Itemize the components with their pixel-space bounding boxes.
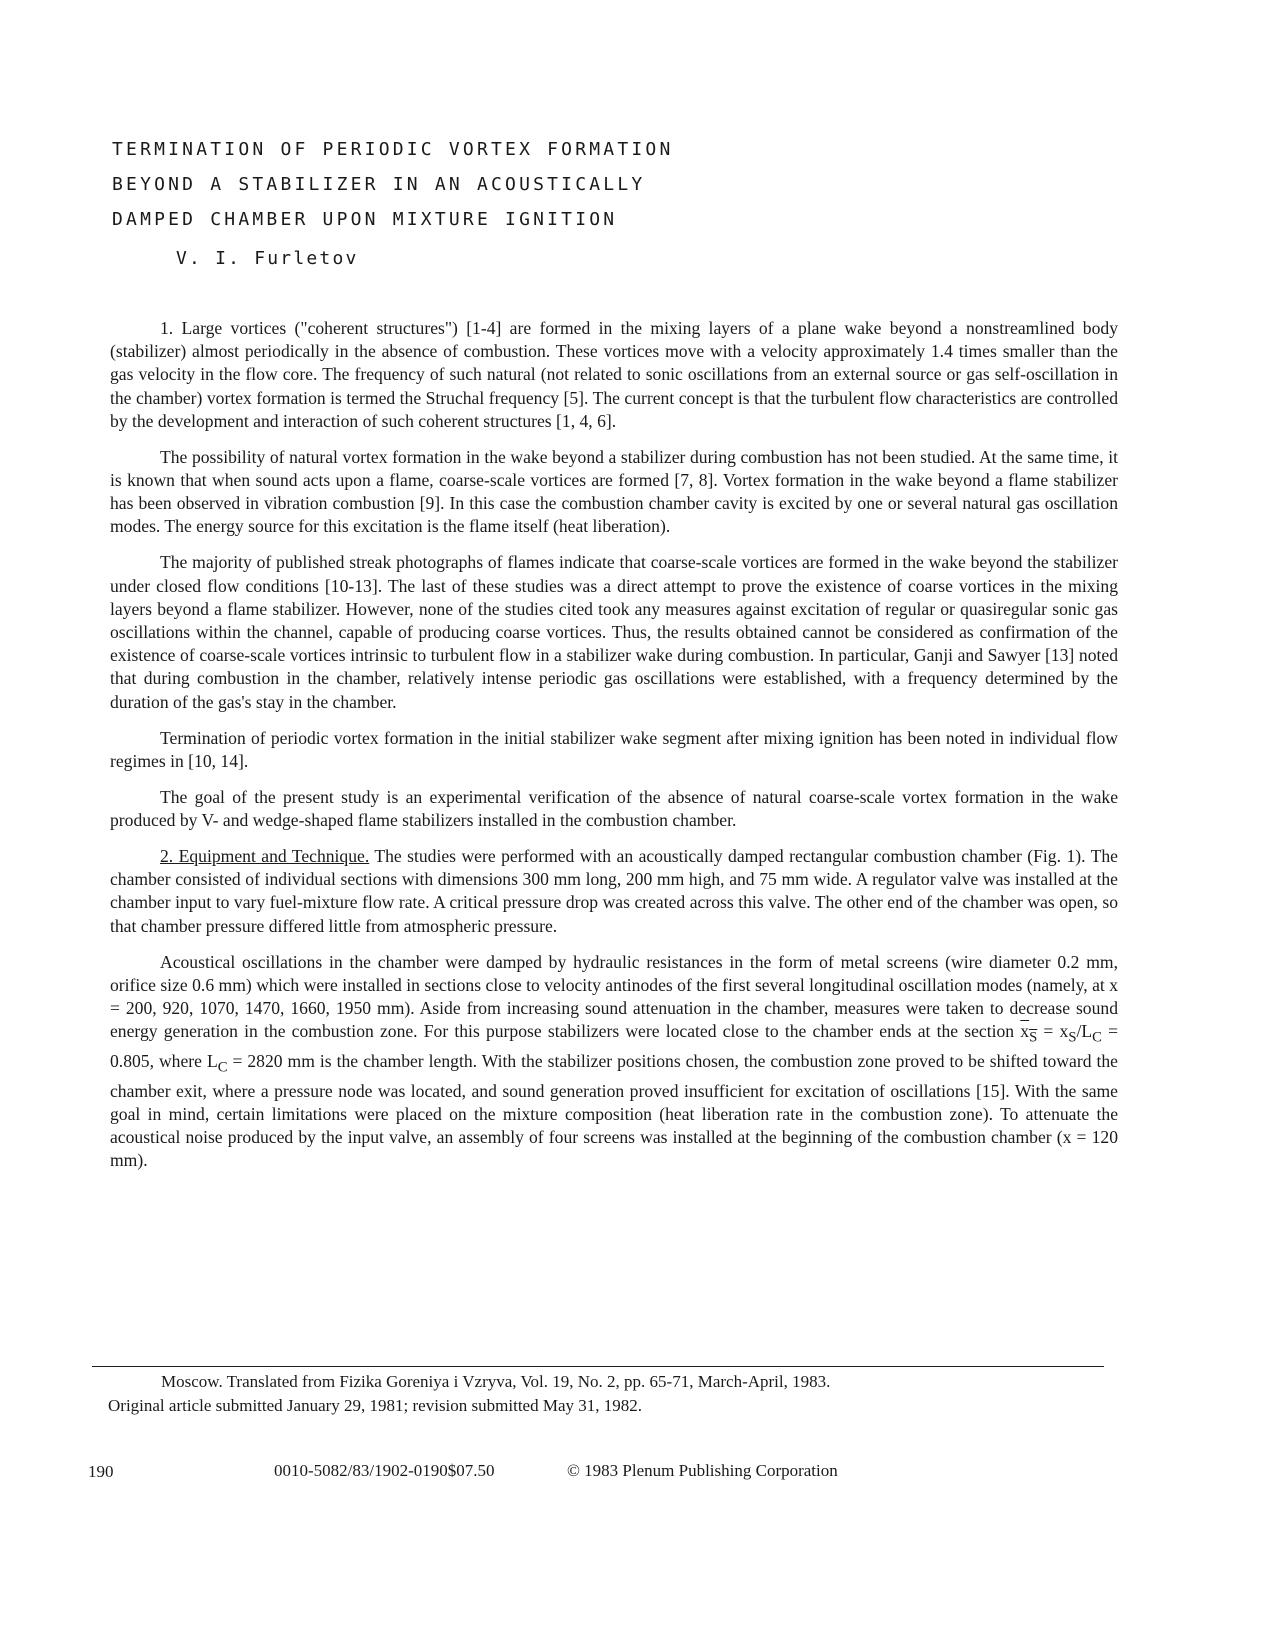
page-number: 190 [88, 1462, 114, 1481]
paragraph-2: The possibility of natural vortex formation in the wake beyond a stabilizer during combustion has not been studied. At the same time, it is known that when sound acts upon a flame, coarse-scale vortices are formed [7, 8]. Vortex formation in the wake beyond a flame stabilizer has been observed in vibration combustion [9]. In this case the combustion chamber cavity is excited by one or several natural gas oscillation modes. The energy source for this excitation is the flame itself (heat liberation). [110, 446, 1118, 537]
article-title [112, 132, 812, 237]
paragraph-7 [110, 951, 1118, 1173]
footnote [108, 1370, 1108, 1418]
section-2-text: The studies were performed with an acoustically damped rectangular combustion chamber (Fig. 1). The chamber consisted of individual sections with dimensions 300 mm long, 200 mm high, and 75 mm wide. A regulator valve was installed at the chamber input to vary fuel-mixture flow rate. A critical pressure drop was created across this valve. The other end of the chamber was open, so that chamber pressure differed little from atmospheric pressure. [110, 846, 1118, 936]
eq-part-2: = 0.805, where L [110, 1021, 1118, 1071]
lc-sub-2: C [217, 1059, 228, 1076]
lc-sub-1: C [1092, 1029, 1102, 1046]
paragraph-4: Termination of periodic vortex formation in the initial stabilizer wake segment after mixing ignition has been noted in individual flow regimes in [10, 14]. [110, 727, 1118, 771]
eq-slash-l: /L [1076, 1021, 1093, 1042]
author-name: V. I. Furletov [176, 248, 359, 269]
paragraph-5: The goal of the present study is an experimental verification of the absence of natural coarse-scale vortex formation in the wake produced by V- and wedge-shaped flame stabilizers installed in the combustion chamber. [110, 786, 1118, 831]
paragraph-7-part-2: = 2820 mm is the chamber length. With the stabilizer positions chosen, the combustion zone proved to be shifted toward the chamber exit, where a pressure node was located, and sound generation proved insufficient for excitation of oscillations [15]. With the same goal in mind, certain limitations were placed on the mixture composition (heat liberation rate in the combustion zone). To attenuate the acoustical noise produced by the input valve, an assembly of four screens was installed at the beginning of the combustion chamber (x = 120 mm). [110, 1050, 1118, 1171]
xs-bar-x: x [1020, 1021, 1030, 1042]
title-line-3: DAMPED CHAMBER UPON MIXTURE IGNITION [112, 209, 618, 230]
footnote-line-2: Original article submitted January 29, 1981; revision submitted May 31, 1982. [108, 1396, 642, 1415]
eq-part-1: = x [1037, 1021, 1069, 1042]
footnote-line-1: Moscow. Translated from Fizika Goreniya i Vzryva, Vol. 19, No. 2, pp. 65-71, March-April, 1983. [161, 1372, 831, 1391]
xs-bar-symbol [1020, 1021, 1038, 1046]
title-line-2: BEYOND A STABILIZER IN AN ACOUSTICALLY [112, 174, 646, 195]
footnote-divider [92, 1366, 1104, 1367]
paragraph-1: 1. Large vortices ("coherent structures") [1-4] are formed in the mixing layers of a plane wake beyond a nonstreamlined body (stabilizer) almost periodically in the absence of combustion. These vortices move with a velocity approximately 1.4 times smaller than the gas velocity in the flow core. The frequency of such natural (not related to sonic oscillations from an external source or gas self-oscillation in the chamber) vortex formation is termed the Struchal frequency [5]. The current concept is that the turbulent flow characteristics are controlled by the development and interaction of such coherent structures [1, 4, 6]. [110, 318, 1118, 431]
section-2-paragraph [110, 845, 1118, 938]
issn-code: 0010-5082/83/1902-0190$07.50 [274, 1461, 495, 1480]
title-line-1: TERMINATION OF PERIODIC VORTEX FORMATION [112, 139, 674, 160]
article-body [110, 317, 1118, 1185]
xs-sub: S [1068, 1029, 1077, 1046]
section-2-heading: 2. Equipment and Technique. [160, 846, 370, 867]
xs-bar-sub: S [1029, 1029, 1038, 1046]
paragraph-3: The majority of published streak photographs of flames indicate that coarse-scale vortices are formed in the wake beyond the stabilizer under closed flow conditions [10-13]. The last of these studies was a direct attempt to prove the existence of coarse vortices in the mixing layers beyond a flame stabilizer. However, none of the studies cited took any measures against excitation of regular or quasiregular sonic gas oscillations within the channel, capable of producing coarse vortices. Thus, the results obtained cannot be considered as confirmation of the existence of coarse-scale vortices intrinsic to turbulent flow in a stabilizer wake during combustion. In particular, Ganji and Sawyer [13] noted that during combustion in the chamber, relatively intense periodic gas oscillations were established, with a frequency determined by the duration of the gas's stay in the chamber. [110, 552, 1118, 712]
copyright-notice: © 1983 Plenum Publishing Corporation [567, 1461, 838, 1480]
paragraph-7-part-1: Acoustical oscillations in the chamber were damped by hydraulic resistances in the form of metal screens (wire diameter 0.2 mm, orifice size 0.6 mm) which were installed in sections close to velocity antinodes of the first several longitudinal oscillation modes (namely, at x = 200, 920, 1070, 1470, 1660, 1950 mm). Aside from increasing sound attenuation in the chamber, measures were taken to decrease sound energy generation in the combustion zone. For this purpose stabilizers were located close to the chamber ends at the section [110, 951, 1118, 1042]
